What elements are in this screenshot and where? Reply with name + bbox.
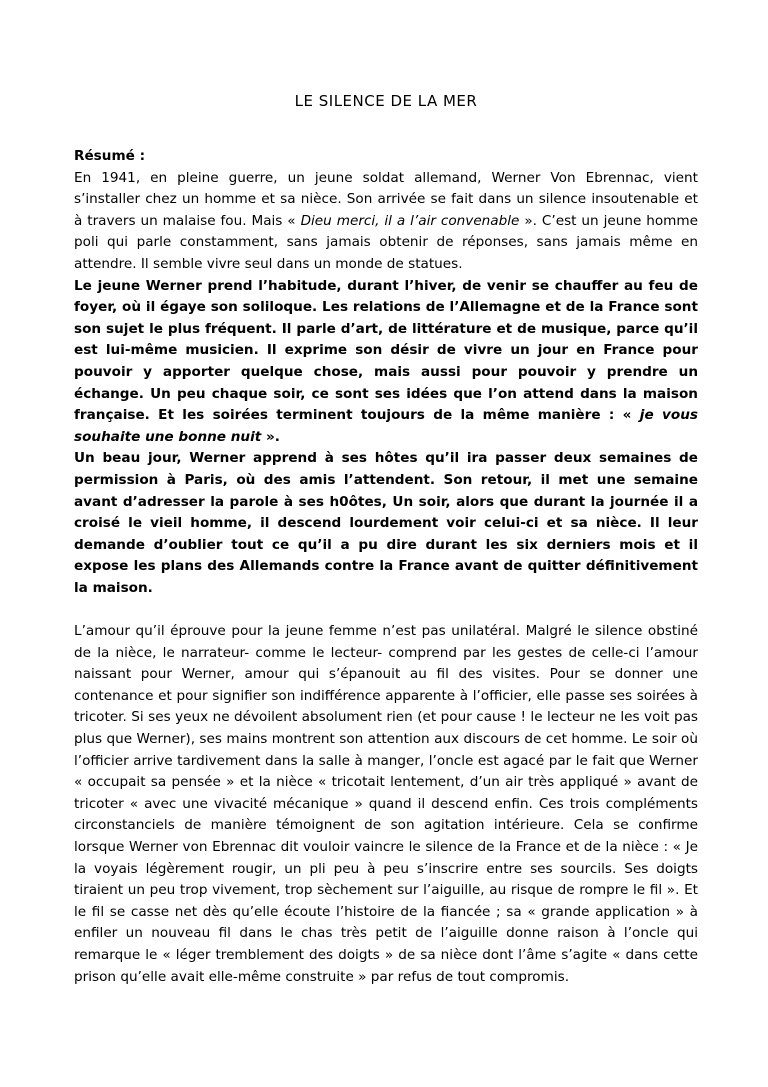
- paragraph-1: [74, 146, 698, 276]
- paragraph-4: L’amour qu’il éprouve pour la jeune femme n’est pas unilatéral. Malgré le silence obstiné de la nièce, le narrateur- comme le lecteur- comprend par les gestes de celle-ci l’amour naissant pour Werner, amour qui s’épanouit au fil des visites. Pour se donner une contenance et pour signifier son indifférence apparente à l’officier, elle passe ses soirées à tricoter. Si ses yeux ne dévoilent absolument rien (et pour cause ! le lecteur ne les voit pas plus que Werner), ses mains montrent son attention aux discours de cet homme. Le soir où l’officier arrive tardivement dans la salle à manger, l’oncle est agacé par le fait que Werner « occupait sa pensée » et la nièce « tricotait lentement, d’un air très appliqué » avant de tricoter « avec une vivacité mécanique » quand il descend enfin. Ces trois compléments circonstanciels de manière témoignent de son agitation intérieure. Cela se confirme lorsque Werner von Ebrennac dit vouloir vaincre le silence de la France et de la nièce : « Je la voyais légèrement rougir, un pli peu à peu s’inscrire entre ses sourcils. Ses doigts tiraient un peu trop vivement, trop sèchement sur l’aiguille, au risque de rompre le fil ». Et le fil se casse net dès qu’elle écoute l’histoire de la fiancée ; sa « grande application » à enfiler un nouveau fil dans le chas très petit de l’aiguille donne raison à l’oncle qui remarque le « léger tremblement des doigts » de sa nièce dont l’âme s’agite « dans cette prison qu’elle avait elle-même construite » par refus de tout compromis.: [74, 623, 698, 985]
- paragraph-2: [74, 276, 698, 449]
- document-title: LE SILENCE DE LA MER: [294, 92, 478, 110]
- resume-label: Résumé :: [74, 148, 146, 164]
- paragraph-2-text-b: ».: [261, 428, 280, 445]
- paragraph-2-quote: je vous souhaite une bonne nuit: [74, 407, 698, 445]
- paragraph-1-text-a: En 1941, en pleine guerre, un jeune soldat allemand, Werner Von Ebrennac, vient s’installer chez un homme et sa nièce. Son arrivée se fait dans un silence insoutenable et à travers un malaise fou. Mais «: [74, 169, 698, 229]
- paragraph-1-quote: Dieu merci, il a l’air convenable: [300, 212, 520, 229]
- paragraph-1-text-b: ». C’est un jeune homme poli qui parle constamment, sans jamais obtenir de réponses, sans jamais même en attendre. Il semble vivre seul dans un monde de statues.: [74, 212, 699, 272]
- paragraph-2-text-a: Le jeune Werner prend l’habitude, durant l’hiver, de venir se chauffer au feu de foyer, où il égaye son soliloque. Les relations de l’Allemagne et de la France sont son sujet le plus fréquent. Il parle d’art, de littérature et de musique, parce qu’il est lui-même musicien. Il exprime son désir de vivre un jour en France pour pouvoir y apporter quelque chose, mais aussi pour pouvoir y prendre un échange. Un peu chaque soir, ce sont ses idées que l’on attend dans la maison française. Et les soirées terminent toujours de la même manière : «: [74, 277, 698, 424]
- paragraph-3: Un beau jour, Werner apprend à ses hôtes qu’il ira passer deux semaines de permission à Paris, où des amis l’attendent. Son retour, il met une semaine avant d’adresser la parole à ses h0ôtes, Un soir, alors que durant la journée il a croisé le vieil homme, il descend lourdement voir celui-ci et sa nièce. Il leur demande d’oublier tout ce qu’il a pu dire durant les six derniers mois et il expose les plans des Allemands contre la France avant de quitter définitivement la maison.: [74, 450, 698, 596]
- paragraph-gap: [74, 599, 698, 621]
